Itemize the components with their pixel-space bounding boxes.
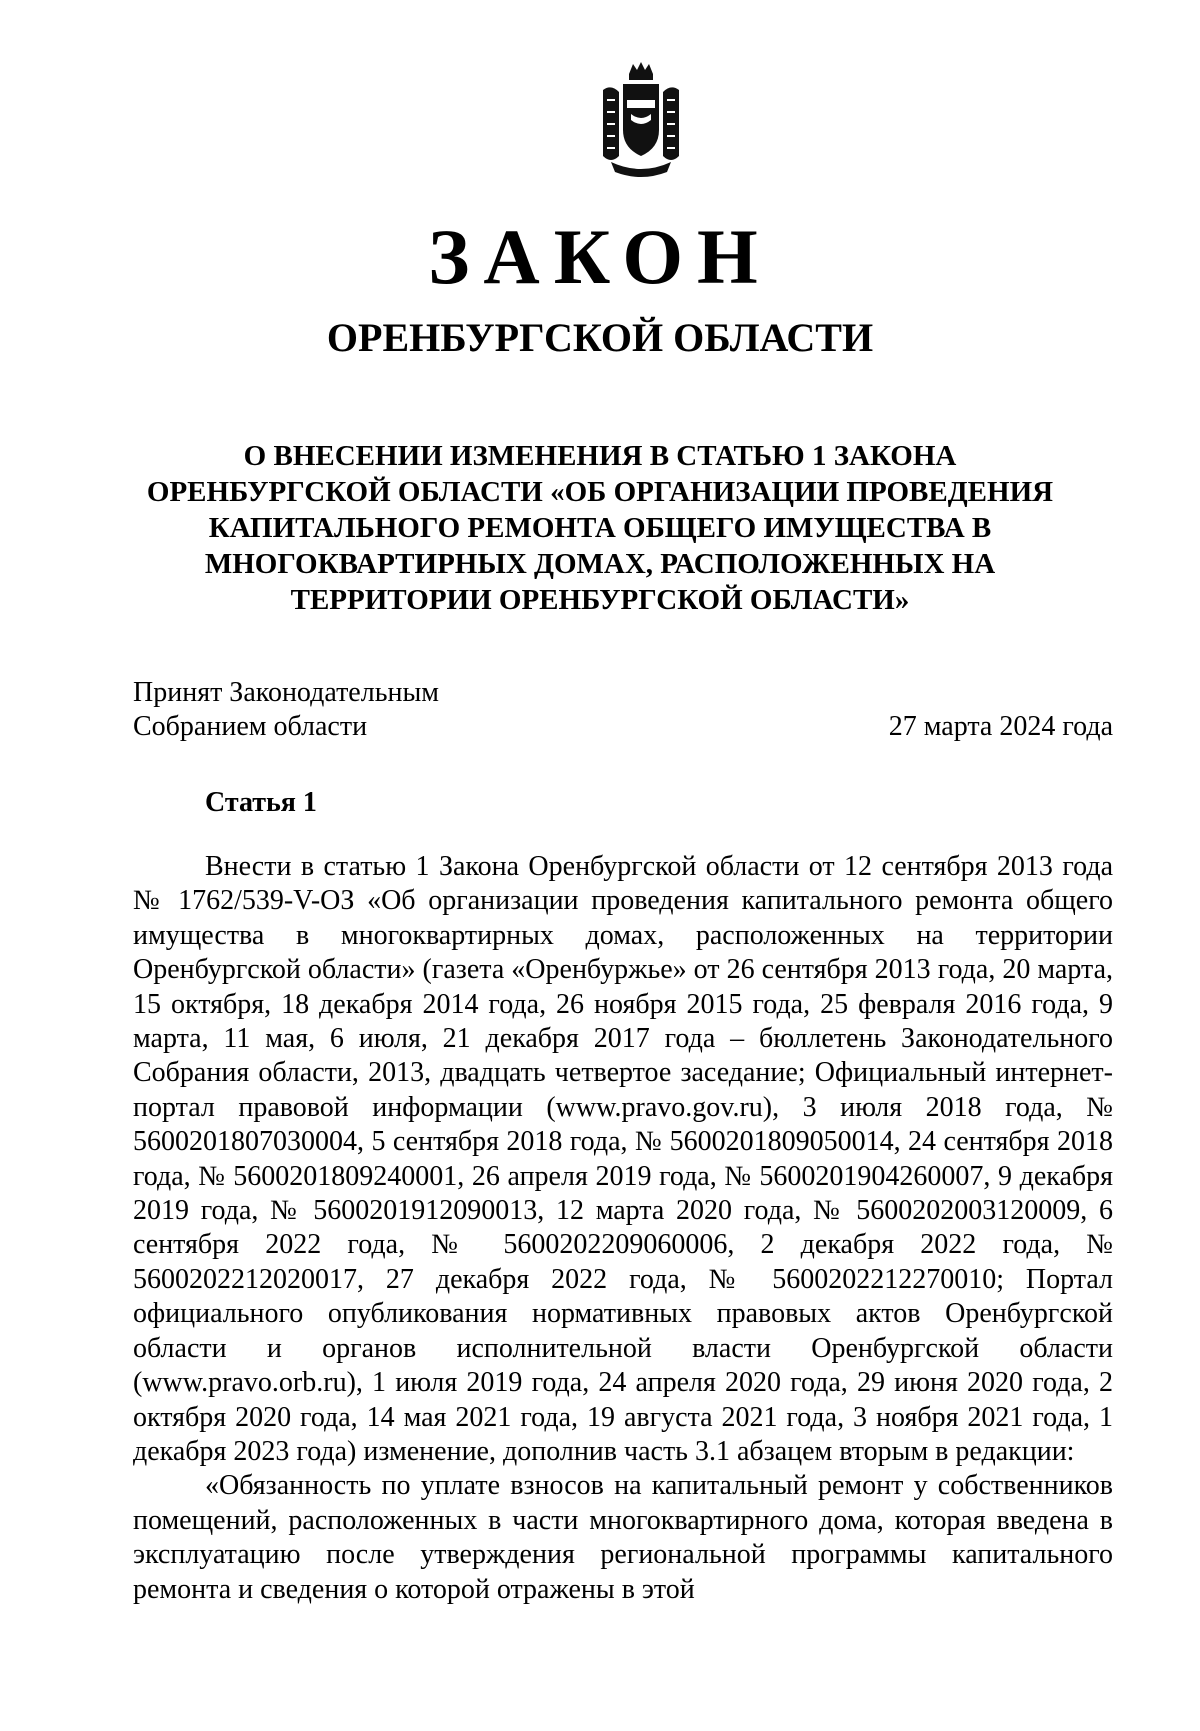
- coat-of-arms-icon: [593, 60, 689, 180]
- adopted-line-2: Собранием области: [133, 711, 368, 742]
- law-name: [120, 438, 1080, 618]
- adopted-line-1: Принят Законодательным: [133, 677, 439, 708]
- law-name-line: ОРЕНБУРГСКОЙ ОБЛАСТИ «ОБ ОРГАНИЗАЦИИ ПРОВЕДЕНИЯ: [146, 476, 1054, 508]
- law-name-line: ТЕРРИТОРИИ ОРЕНБУРГСКОЙ ОБЛАСТИ»: [290, 584, 910, 616]
- article-paragraph-1: Внести в статью 1 Закона Оренбургской области от 12 сентября 2013 года № 1762/539-V-ОЗ «Об организации проведения капитального ремонта общего имущества в многоквартирных домах, расположенных на территории Оренбургской области» (газета «Оренбуржье» от 26 сентября 2013 года, 20 марта, 15 октября, 18 декабря 2014 года, 26 ноября 2015 года, 25 февраля 2016 года, 9 марта, 11 мая, 6 июля, 21 декабря 2017 года – бюллетень Законодательного Собрания области, 2013, двадцать четвертое заседание; Официальный интернет-портал правовой информации (www.pravo.gov.ru), 3 июля 2018 года, № 5600201807030004, 5 сентября 2018 года, № 5600201809050014, 24 сентября 2018 года, № 5600201809240001, 26 апреля 2019 года, № 5600201904260007, 9 декабря 2019 года, № 5600201912090013, 12 марта 2020 года, № 5600202003120009, 6 сентября 2022 года, № 5600202209060006, 2 декабря 2022 года, № 5600202212020017, 27 декабря 2022 года, № 5600202212270010; Портал официального опубликования нормативных правовых актов Оренбургской области и органов исполнительной власти Оренбургской области (www.pravo.orb.ru), 1 июля 2019 года, 24 апреля 2020 года, 29 июня 2020 года, 2 октября 2020 года, 14 мая 2021 года, 19 августа 2021 года, 3 ноября 2021 года, 1 декабря 2023 года) изменение, дополнив часть 3.1 абзацем вторым в редакции:: [133, 851, 1113, 1467]
- law-name-line: МНОГОКВАРТИРНЫХ ДОМАХ, РАСПОЛОЖЕННЫХ НА: [204, 548, 996, 580]
- article-body: [133, 850, 1113, 1607]
- law-name-line: КАПИТАЛЬНОГО РЕМОНТА ОБЩЕГО ИМУЩЕСТВА В: [208, 512, 992, 544]
- adoption-date: 27 марта 2024 года: [888, 711, 1113, 742]
- document-title: ЗАКОН: [428, 213, 772, 300]
- adoption-block: [133, 676, 1113, 744]
- article-paragraph-2: «Обязанность по уплате взносов на капитальный ремонт у собственников помещений, расположенных в части многоквартирного дома, которая введена в эксплуатацию после утверждения региональной программы капитального ремонта и сведения о которой отражены в этой: [133, 1470, 1113, 1605]
- article-heading: Статья 1: [205, 787, 317, 818]
- law-name-line: О ВНЕСЕНИИ ИЗМЕНЕНИЯ В СТАТЬЮ 1 ЗАКОНА: [243, 440, 957, 472]
- document-subtitle: ОРЕНБУРГСКОЙ ОБЛАСТИ: [326, 315, 874, 360]
